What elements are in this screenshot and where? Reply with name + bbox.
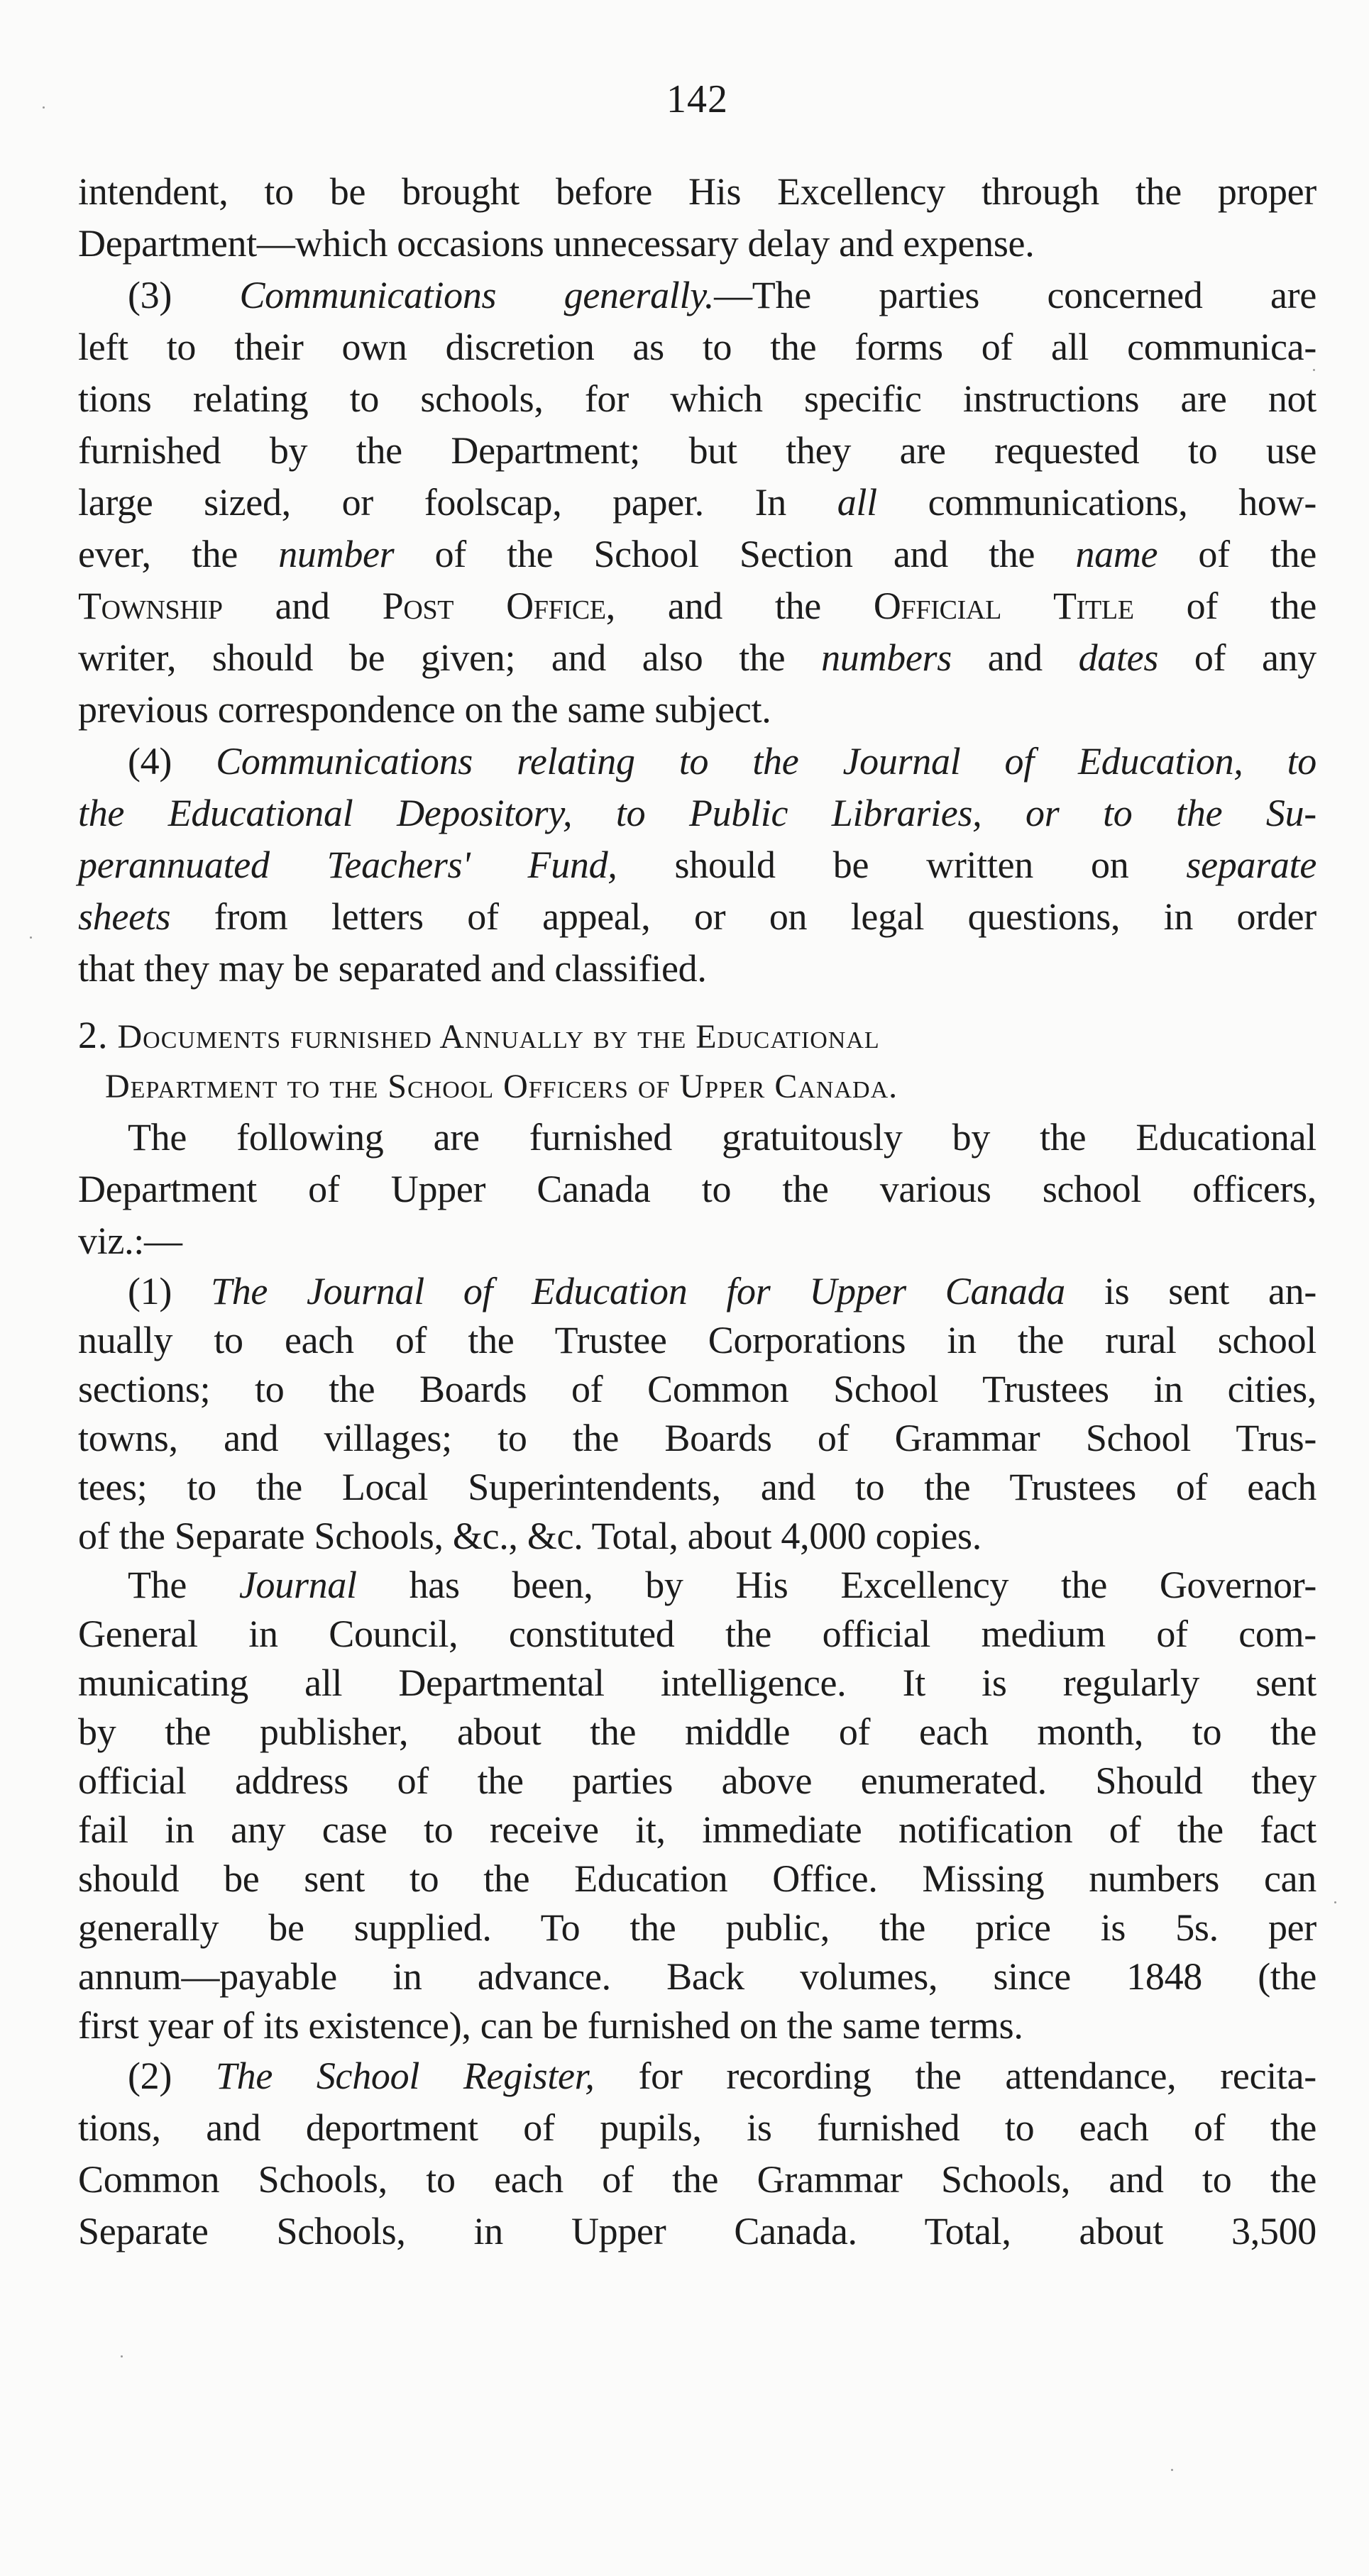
item-number: (1): [128, 1270, 172, 1312]
text-run: writer, should be given; and also the: [78, 636, 786, 679]
text-line: intendent, to be brought before His Excellency through the proper: [78, 170, 1316, 213]
text-line: [78, 839, 1316, 891]
scan-speck: [1334, 1901, 1336, 1903]
item-journal-of-education: [78, 1267, 1316, 1561]
text-line: left to their own discretion as to the forms of all communica-: [78, 326, 1316, 368]
text-run: of the School Section and the: [434, 533, 1035, 575]
scan-speck: [43, 106, 45, 109]
text-run: for recording the attendance, recita-: [638, 2055, 1316, 2097]
text-run: numbers: [821, 636, 952, 679]
text-line: Separate Schools, in Upper Canada. Total, about 3,500: [78, 2210, 1316, 2252]
text-line: tees; to the Local Superintendents, and to the Trustees of each: [78, 1466, 1316, 1508]
item-title: The Journal of Education for Upper Canada: [211, 1270, 1065, 1312]
section-heading: [78, 1010, 1316, 1112]
text-line: first year of its existence), can be furnished on the same terms.: [78, 2004, 1023, 2047]
text-run: Journal: [238, 1564, 357, 1606]
item-number: (3): [128, 274, 172, 316]
text-line: of the Separate Schools, &c., &c. Total, about 4,000 copies.: [78, 1515, 982, 1557]
text-run: Communications relating to the Journal of Education, to: [216, 740, 1317, 783]
section-title-line: Department to the School Officers of Upper Canada.: [105, 1068, 898, 1105]
text-line: official address of the parties above enumerated. Should they: [78, 1759, 1316, 1802]
section-number: 2.: [78, 1014, 109, 1056]
text-run: separate: [1186, 844, 1316, 886]
text-line: [78, 1267, 1316, 1316]
text-line: tions, and deportment of pupils, is furnished to each of the: [78, 2106, 1316, 2149]
scan-speck: [121, 2355, 123, 2357]
text-line: fail in any case to receive it, immediate notification of the fact: [78, 1808, 1316, 1851]
text-line: that they may be separated and classified.: [78, 947, 707, 990]
scan-speck: [1171, 2469, 1173, 2471]
text-run: of the: [1186, 585, 1316, 627]
continuation-paragraph: [78, 166, 1316, 270]
scan-speck: [30, 936, 32, 939]
text-run: and: [987, 636, 1043, 679]
text-run: Township: [78, 585, 223, 627]
item-number: (4): [128, 740, 172, 783]
item-number: (2): [128, 2055, 172, 2097]
text-run: Post Office,: [382, 585, 615, 627]
book-page: [78, 0, 1316, 2576]
text-run: of any: [1194, 636, 1317, 679]
text-line: The following are furnished gratuitously by the Educational: [128, 1116, 1316, 1159]
paragraph-communications-journal: [78, 736, 1316, 995]
text-line: sections; to the Boards of Common School Trustees in cities,: [78, 1368, 1316, 1410]
text-line: [78, 891, 1316, 943]
item-title: The School Register,: [215, 2055, 595, 2097]
text-line: General in Council, constituted the official medium of com-: [78, 1613, 1316, 1655]
text-line: viz.:—: [78, 1220, 182, 1262]
text-run: large sized, or foolscap, paper.: [78, 481, 704, 524]
text-line: [78, 477, 1316, 529]
text-line: [78, 2050, 1316, 2102]
text-run: The: [128, 1564, 187, 1606]
text-line: [78, 529, 1316, 580]
text-run: name: [1075, 533, 1158, 575]
scan-speck: [1313, 369, 1315, 371]
text-run: ever, the: [78, 533, 238, 575]
text-line: previous correspondence on the same subject.: [78, 688, 771, 731]
page-number: 142: [666, 77, 728, 121]
text-run: dates: [1078, 636, 1159, 679]
text-line: Department—which occasions unnecessary delay and expense.: [78, 222, 1035, 265]
text-run: and the: [667, 585, 821, 627]
text-run: from letters of appeal, or on legal questions, in order: [214, 895, 1316, 938]
text-line: towns, and villages; to the Boards of Grammar School Trus-: [78, 1417, 1316, 1459]
text-run: sheets: [78, 895, 171, 938]
text-run: has been, by His Excellency the Governor-: [409, 1564, 1316, 1606]
text-run: Official Title: [873, 585, 1134, 627]
section-title-line: Documents furnished Annually by the Educational: [117, 1018, 880, 1056]
text-line: generally be supplied. To the public, the price is 5s. per: [78, 1906, 1316, 1949]
item-title: Communications generally.: [239, 274, 715, 316]
text-run: the Educational Depository, to Public Libraries, or to the Su-: [78, 792, 1316, 834]
text-line: annum—payable in advance. Back volumes, since 1848 (the: [78, 1955, 1316, 1998]
text-run: and: [275, 585, 330, 627]
text-line: furnished by the Department; but they are requested to use: [78, 429, 1316, 472]
text-run: communications, how-: [928, 481, 1317, 524]
text-line: [78, 580, 1316, 632]
text-line: [78, 1561, 1316, 1610]
text-line: tions relating to schools, for which specific instructions are not: [78, 377, 1316, 420]
text-line: [78, 736, 1316, 787]
item-school-register: [78, 2050, 1316, 2257]
text-run: of the: [1198, 533, 1317, 575]
text-run: number: [278, 533, 395, 575]
text-line: by the publisher, about the middle of each month, to the: [78, 1710, 1316, 1753]
text-line: municating all Departmental intelligence. It is regularly sent: [78, 1662, 1316, 1704]
text-run: all: [837, 481, 877, 524]
text-line: Common Schools, to each of the Grammar Schools, and to the: [78, 2158, 1316, 2201]
journal-paragraph: [78, 1561, 1316, 2050]
text-run: perannuated Teachers' Fund,: [78, 844, 617, 886]
paragraph-communications-generally: [78, 270, 1316, 736]
intro-paragraph: [78, 1112, 1316, 1267]
text-line: Department of Upper Canada to the various school officers,: [78, 1168, 1316, 1210]
text-line: [78, 787, 1316, 839]
text-line: should be sent to the Education Office. Missing numbers can: [78, 1857, 1316, 1900]
text-run: should be written on: [674, 844, 1129, 886]
page-body: [78, 166, 1316, 2257]
text-line: [78, 632, 1316, 684]
text-run: In: [754, 481, 786, 524]
text-line: nually to each of the Trustee Corporations in the rural school: [78, 1319, 1316, 1361]
text-run: is sent an-: [1104, 1270, 1316, 1312]
text-run: —The parties concerned are: [714, 274, 1317, 316]
